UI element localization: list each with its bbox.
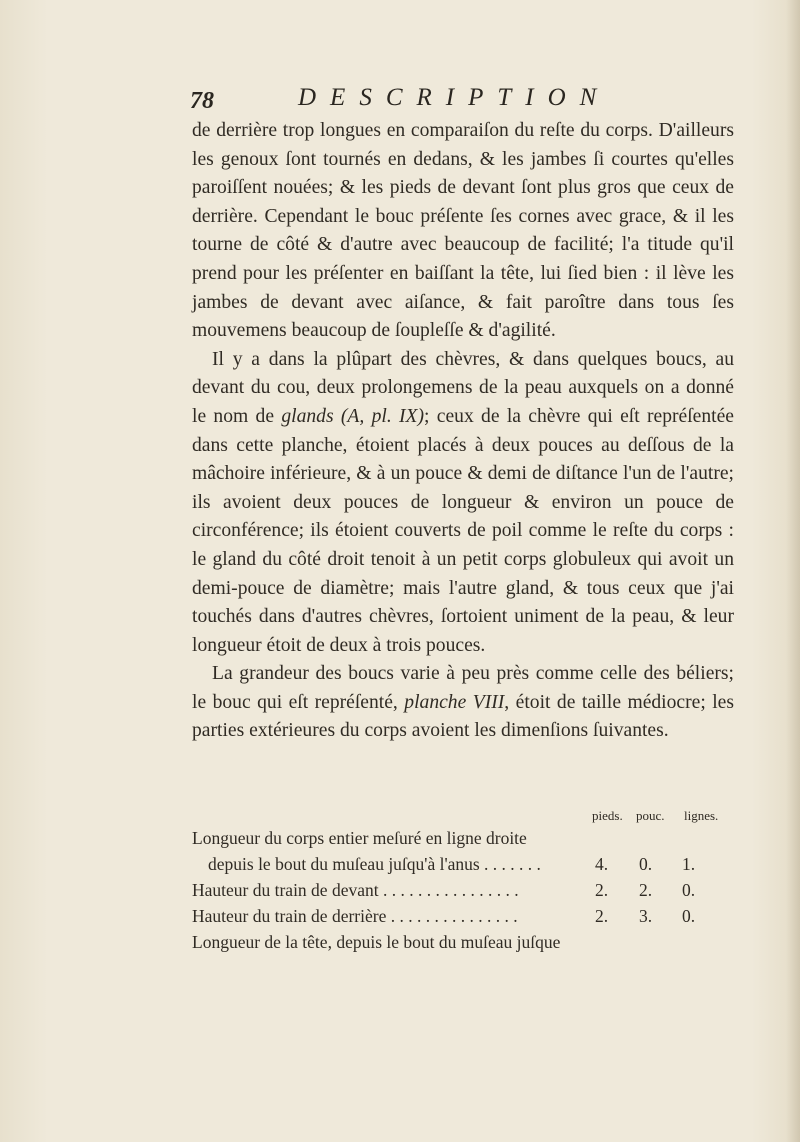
- paragraph-3-text-a: La grandeur des boucs varie à peu près comme celle des béliers; le bouc qui eſt repréſenté,: [192, 663, 734, 713]
- unit-lignes: lignes.: [684, 808, 719, 823]
- paragraph-3: [192, 660, 734, 746]
- measurement-value-pouces: 2.: [639, 880, 653, 900]
- paragraph-2-text-b: ; ceux de la chèvre qui eſt repréſentée dans cette planche, étoient placés à deux pouces au deſſous de la mâchoire inférieure, & à un pouce & demi de diſtance l'un de l'autre; ils avoient deux pouces de longueur & environ un pouce de circonférence; ils étoient couverts de poil comme le reſte du corps : le gland du côté droit tenoit à un petit corps globuleux qui avoit un demi-pouce de diamètre; mais l'autre gland, & tous ceux que j'ai touchés dans d'autres chèvres, ſortoient uniment de la peau, & leur longueur étoit de deux à trois pouces.: [192, 405, 734, 656]
- running-title: DESCRIPTION: [298, 84, 611, 111]
- measurement-value-lignes: 0.: [682, 906, 696, 926]
- paragraph-3-text-b: , étoit de taille médiocre; les parties extérieures du corps avoient les dimenſions ſuivantes.: [192, 691, 734, 742]
- measurement-value-pouces: 0.: [639, 854, 653, 874]
- paragraph-1: [192, 117, 734, 346]
- measurement-row: [192, 854, 752, 880]
- measurement-table: [192, 808, 752, 958]
- measurement-value-lignes: 0.: [682, 880, 696, 900]
- paragraph-2-text-a: Il y a dans la plûpart des chèvres, & dans quelques boucs, au devant du cou, deux prolongemens de la peau auxquels on a donné le nom de: [192, 348, 734, 427]
- page-edge-shadow: [786, 0, 800, 1142]
- measurement-label: Hauteur du train de derrière . . . . . . . . . . . . . . .: [192, 906, 518, 926]
- measurement-value-pieds: 2.: [595, 880, 609, 900]
- measurement-value-lignes: 1.: [682, 854, 696, 874]
- body-text: [192, 117, 734, 746]
- measurement-label: Hauteur du train de devant . . . . . . . . . . . . . . . .: [192, 880, 519, 900]
- measurement-label: Longueur du corps entier meſuré en ligne droite: [192, 828, 527, 848]
- unit-pieds: pieds.: [592, 808, 623, 823]
- paragraph-2: [192, 346, 734, 661]
- measurement-value-pieds: 4.: [595, 854, 609, 874]
- measurement-row: [192, 880, 752, 906]
- measurement-label: depuis le bout du muſeau juſqu'à l'anus . . . . . . .: [208, 854, 541, 874]
- measurement-value-pouces: 3.: [639, 906, 653, 926]
- paragraph-2-italic: glands (A, pl. IX): [281, 405, 425, 427]
- page-number: 78: [190, 88, 214, 114]
- measurement-value-pieds: 2.: [595, 906, 609, 926]
- measurement-units-header: [192, 808, 752, 828]
- paragraph-1-text: de derrière trop longues en comparaiſon du reſte du corps. D'ailleurs les genoux ſont tournés en dedans, & les jambes ſi courtes qu'elles paroiſſent nouées; & les pieds de devant ſont plus gros que ceux de derrière. Cependant le bouc préſente ſes cornes avec grace, & il les tourne de côté & d'autre avec beaucoup de facilité; l'a titude qu'il prend pour les préſenter en baiſſant la tête, lui ſied bien : il lève les jambes de devant avec aiſance, & fait paroître dans tous ſes mouvemens beaucoup de ſoupleſſe & d'agilité.: [192, 120, 734, 342]
- paragraph-3-italic: planche VIII: [404, 691, 505, 713]
- unit-pouces: pouc.: [636, 808, 665, 823]
- measurement-row: [192, 932, 752, 958]
- measurement-label: Longueur de la tête, depuis le bout du muſeau juſque: [192, 932, 561, 952]
- measurement-row: [192, 906, 752, 932]
- measurement-row: [192, 828, 752, 854]
